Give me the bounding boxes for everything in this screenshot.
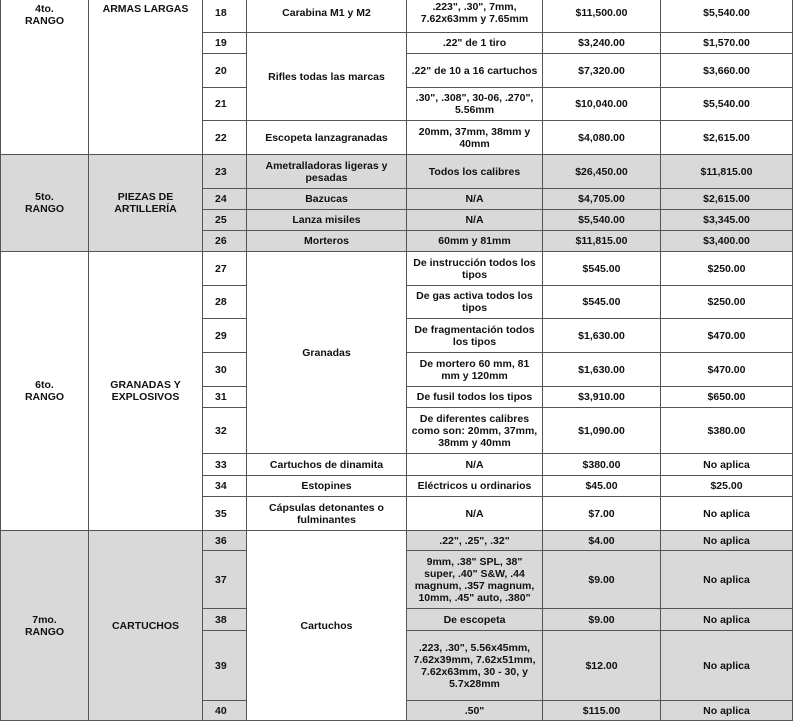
item-cell: Lanza misiles [247, 210, 407, 231]
caliber-cell: De escopeta [407, 609, 543, 631]
row-number: 22 [203, 121, 247, 155]
row-number: 23 [203, 155, 247, 189]
price2-cell: $2,615.00 [661, 189, 793, 210]
price2-cell: No aplica [661, 631, 793, 701]
price1-cell: $11,500.00 [543, 0, 661, 33]
item-cell: Cartuchos [247, 531, 407, 721]
row-number: 33 [203, 454, 247, 476]
row-number: 28 [203, 286, 247, 319]
caliber-cell: De mortero 60 mm, 81 mm y 120mm [407, 353, 543, 387]
price2-cell: No aplica [661, 531, 793, 551]
rank-cell: 5to. RANGO [1, 155, 89, 252]
item-cell: Granadas [247, 252, 407, 454]
price2-cell: $470.00 [661, 319, 793, 353]
item-cell: Cápsulas detonantes o fulminantes [247, 497, 407, 531]
row-number: 40 [203, 701, 247, 721]
caliber-cell: .223", .30", 7mm, 7.62x63mm y 7.65mm [407, 0, 543, 33]
price2-cell: $3,345.00 [661, 210, 793, 231]
rank-cell: 6to. RANGO [1, 252, 89, 531]
item-cell: Carabina M1 y M2 [247, 0, 407, 33]
price1-cell: $7,320.00 [543, 54, 661, 88]
row-number: 25 [203, 210, 247, 231]
price2-cell: No aplica [661, 454, 793, 476]
price1-cell: $45.00 [543, 476, 661, 497]
price2-cell: $650.00 [661, 387, 793, 408]
row-number: 34 [203, 476, 247, 497]
caliber-cell: De diferentes calibres como son: 20mm, 37mm, 38mm y 40mm [407, 408, 543, 454]
row-number: 30 [203, 353, 247, 387]
caliber-cell: 9mm, .38" SPL, 38" super, .40" S&W, .44 magnum, .357 magnum, 10mm, .45" auto, .380" [407, 551, 543, 609]
caliber-cell: .22" de 1 tiro [407, 33, 543, 54]
row-number: 38 [203, 609, 247, 631]
rank-cell: 7mo. RANGO [1, 531, 89, 721]
caliber-cell: N/A [407, 454, 543, 476]
price2-cell: No aplica [661, 701, 793, 721]
caliber-cell: 60mm y 81mm [407, 231, 543, 252]
category-cell: ARMAS LARGAS [89, 0, 203, 155]
table-row [1, 155, 793, 189]
caliber-cell: De fusil todos los tipos [407, 387, 543, 408]
row-number: 18 [203, 0, 247, 33]
item-cell: Morteros [247, 231, 407, 252]
price1-cell: $1,090.00 [543, 408, 661, 454]
price1-cell: $4.00 [543, 531, 661, 551]
row-number: 26 [203, 231, 247, 252]
caliber-cell: N/A [407, 189, 543, 210]
rank-cell: 4to. RANGO [1, 0, 89, 155]
price1-cell: $545.00 [543, 286, 661, 319]
price1-cell: $545.00 [543, 252, 661, 286]
price2-cell: $1,570.00 [661, 33, 793, 54]
row-number: 39 [203, 631, 247, 701]
price1-cell: $7.00 [543, 497, 661, 531]
price2-cell: $380.00 [661, 408, 793, 454]
caliber-cell: De fragmentación todos los tipos [407, 319, 543, 353]
price2-cell: No aplica [661, 609, 793, 631]
price2-cell: $470.00 [661, 353, 793, 387]
price1-cell: $9.00 [543, 609, 661, 631]
table-row [1, 0, 793, 33]
table-row [1, 531, 793, 551]
caliber-cell: .22", .25", .32" [407, 531, 543, 551]
price1-cell: $115.00 [543, 701, 661, 721]
row-number: 36 [203, 531, 247, 551]
category-cell: PIEZAS DE ARTILLERÍA [89, 155, 203, 252]
item-cell: Bazucas [247, 189, 407, 210]
category-cell: GRANADAS Y EXPLOSIVOS [89, 252, 203, 531]
caliber-cell: Eléctricos u ordinarios [407, 476, 543, 497]
row-number: 21 [203, 88, 247, 121]
row-number: 27 [203, 252, 247, 286]
price1-cell: $9.00 [543, 551, 661, 609]
price1-cell: $4,080.00 [543, 121, 661, 155]
caliber-cell: Todos los calibres [407, 155, 543, 189]
price1-cell: $11,815.00 [543, 231, 661, 252]
caliber-cell: N/A [407, 210, 543, 231]
price1-cell: $4,705.00 [543, 189, 661, 210]
caliber-cell: .223, .30", 5.56x45mm, 7.62x39mm, 7.62x51mm, 7.62x63mm, 30 - 30, y 5.7x28mm [407, 631, 543, 701]
price1-cell: $380.00 [543, 454, 661, 476]
price2-cell: $5,540.00 [661, 0, 793, 33]
row-number: 24 [203, 189, 247, 210]
price2-cell: $250.00 [661, 286, 793, 319]
price2-cell: $250.00 [661, 252, 793, 286]
item-cell: Cartuchos de dinamita [247, 454, 407, 476]
price2-cell: $3,400.00 [661, 231, 793, 252]
row-number: 32 [203, 408, 247, 454]
price1-cell: $1,630.00 [543, 319, 661, 353]
row-number: 37 [203, 551, 247, 609]
caliber-cell: .22" de 10 a 16 cartuchos [407, 54, 543, 88]
price1-cell: $3,910.00 [543, 387, 661, 408]
price2-cell: $2,615.00 [661, 121, 793, 155]
price1-cell: $3,240.00 [543, 33, 661, 54]
category-cell: CARTUCHOS [89, 531, 203, 721]
row-number: 31 [203, 387, 247, 408]
item-cell: Escopeta lanzagranadas [247, 121, 407, 155]
row-number: 20 [203, 54, 247, 88]
price2-cell: $3,660.00 [661, 54, 793, 88]
price1-cell: $10,040.00 [543, 88, 661, 121]
price1-cell: $12.00 [543, 631, 661, 701]
price2-cell: No aplica [661, 551, 793, 609]
caliber-cell: De instrucción todos los tipos [407, 252, 543, 286]
caliber-cell: 20mm, 37mm, 38mm y 40mm [407, 121, 543, 155]
caliber-cell: .30", .308", 30-06, .270", 5.56mm [407, 88, 543, 121]
price1-cell: $5,540.00 [543, 210, 661, 231]
row-number: 29 [203, 319, 247, 353]
price2-cell: $5,540.00 [661, 88, 793, 121]
price1-cell: $26,450.00 [543, 155, 661, 189]
item-cell: Ametralladoras ligeras y pesadas [247, 155, 407, 189]
price2-cell: $11,815.00 [661, 155, 793, 189]
caliber-cell: .50" [407, 701, 543, 721]
price1-cell: $1,630.00 [543, 353, 661, 387]
row-number: 19 [203, 33, 247, 54]
price2-cell: $25.00 [661, 476, 793, 497]
item-cell: Estopines [247, 476, 407, 497]
price2-cell: No aplica [661, 497, 793, 531]
caliber-cell: De gas activa todos los tipos [407, 286, 543, 319]
item-cell: Rifles todas las marcas [247, 33, 407, 121]
caliber-cell: N/A [407, 497, 543, 531]
table-row [1, 252, 793, 286]
row-number: 35 [203, 497, 247, 531]
